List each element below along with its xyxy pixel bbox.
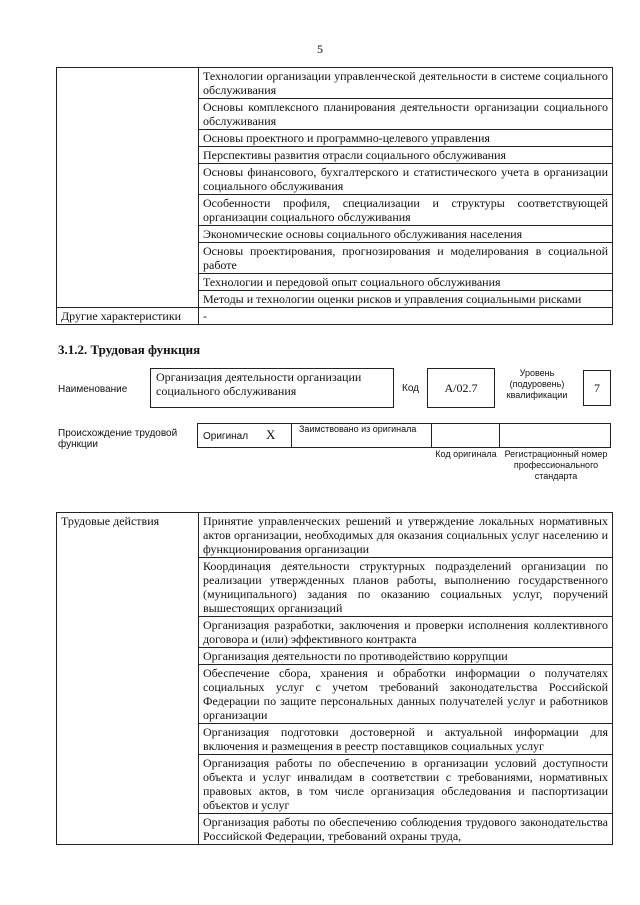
labor-actions-table [56,512,613,845]
labor-action-item: Организация подготовки достоверной и актуальной информации для включения и размещения в реестр поставщиков социальных услуг [199,724,613,755]
original-label: Оригинал [203,431,249,442]
labor-actions-label: Трудовые действия [57,513,199,845]
knowledge-item: Методы и технологии оценки рисков и управления социальными рисками [199,291,613,308]
labor-action-item: Принятие управленческих решений и утверждение локальных нормативных актов организации, необходимых для оказания социальных услуг населению и функционирования организации [199,513,613,558]
knowledge-item: Основы комплексного планирования деятельности организации социального обслуживания [199,99,613,130]
labor-action-item: Координация деятельности структурных подразделений организации по реализации утвержденных планов работы, выполнению государственного (муниципального) задания по оказанию социальных услуг, поручений вышестоящих организаций [199,558,613,617]
name-value: Организация деятельности организации социального обслуживания [156,370,362,398]
reg-number-caption: Регистрационный номер профессионального стандарта [504,449,608,481]
knowledge-label-cell [57,68,199,308]
table-row [57,68,613,99]
table-row [57,513,613,558]
knowledge-item: Основы финансового, бухгалтерского и статистического учета в организации социального обслуживания [199,164,613,195]
knowledge-item: Основы проектного и программно-целевого управления [199,130,613,147]
code-original-caption: Код оригинала [435,449,497,459]
borrowed-label: Заимствовано из оригинала [299,424,417,434]
original-mark: X [266,427,276,442]
knowledge-item: Перспективы развития отрасли социального обслуживания [199,147,613,164]
code-value: A/02.7 [444,381,478,395]
labor-action-item: Организация разработки, заключения и проверки исполнения коллективного договора и (или) эффективного контракта [199,617,613,648]
level-value: 7 [594,381,600,395]
other-characteristics-label: Другие характеристики [57,308,199,325]
other-characteristics-value: - [199,308,613,325]
knowledge-item: Основы проектирования, прогнозирования и моделирования в социальной работе [199,243,613,274]
page-number: 5 [317,42,323,56]
knowledge-table [56,67,613,325]
name-label: Наименование [58,384,128,395]
code-label: Код [402,383,420,394]
labor-action-item: Организация работы по обеспечению соблюдения трудового законодательства Российской Федерации, требований охраны труда, [199,814,613,845]
reg-number-box [499,423,611,448]
level-label: Уровень (подуровень) квалификации [506,368,568,400]
knowledge-item: Особенности профиля, специализации и структуры соответствующей организации социального обслуживания [199,195,613,226]
knowledge-item: Технологии и передовой опыт социального обслуживания [199,274,613,291]
section-title: 3.1.2. Трудовая функция [58,342,201,357]
labor-action-item: Организация работы по обеспечению в организации условий доступности объекта и услуг инвалидам в соответствии с требованиями, нормативных правовых актов, в том числе организация обследования и паспортизации объектов и услуг [199,755,613,814]
knowledge-item: Экономические основы социального обслуживания населения [199,226,613,243]
table-row [57,308,613,325]
labor-action-item: Организация деятельности по противодействию коррупции [199,648,613,665]
origin-label: Происхождение трудовой функции [58,428,178,450]
code-original-box [431,423,500,448]
labor-action-item: Обеспечение сбора, хранения и обработки информации о получателях социальных услуг с учетом требований законодательства Российской Федерации по защите персональных данных получателей услуг и работников организации [199,665,613,724]
knowledge-item: Технологии организации управленческой деятельности в системе социального обслуживания [199,68,613,99]
